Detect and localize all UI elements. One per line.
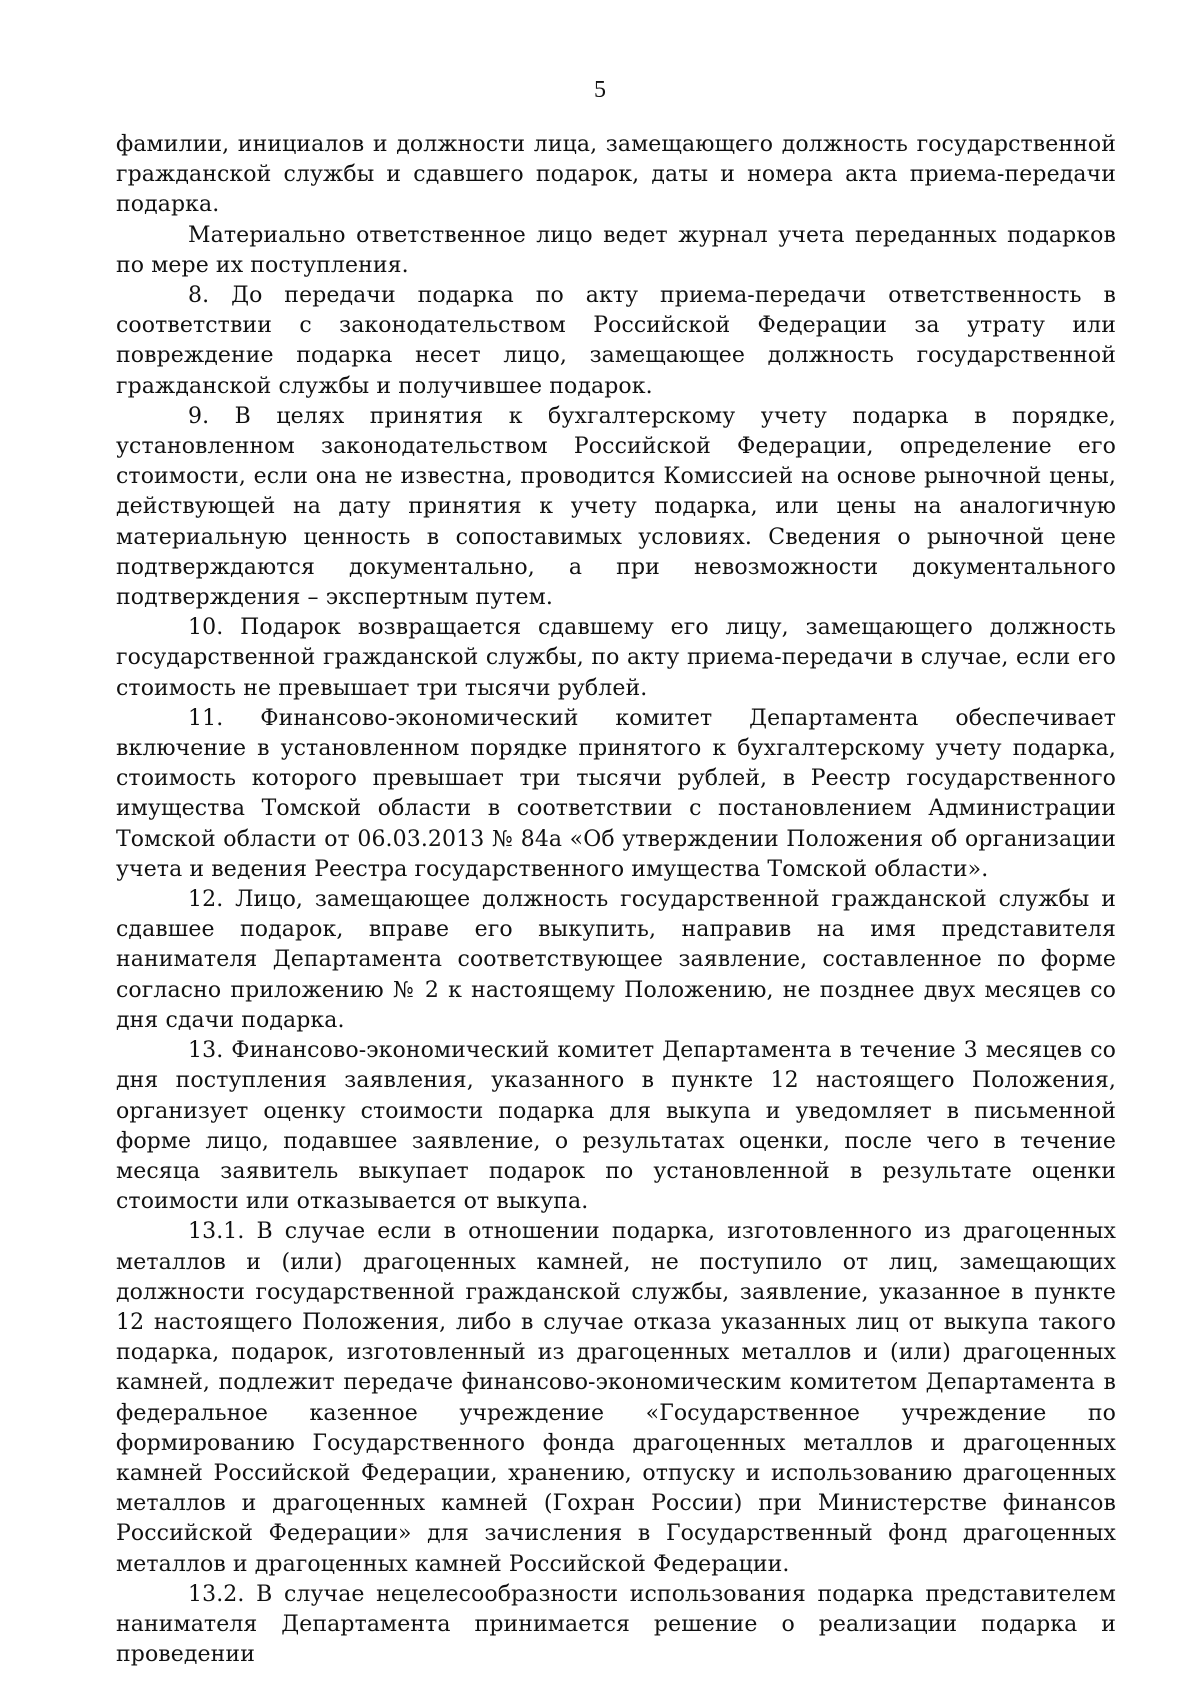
paragraph-7-journal: Материально ответственное лицо ведет журнал учета переданных подарков по мере их поступления. — [116, 222, 1116, 278]
paragraph-10: 10. Подарок возвращается сдавшему его лицу, замещающего должность государственной гражданской службы, по акту приема-передачи в случае, если его стоимость не превышает три тысячи рублей. — [116, 615, 1116, 701]
page-number: 5 — [594, 77, 606, 103]
paragraph-13: 13. Финансово-экономический комитет Департамента в течение 3 месяцев со дня поступления заявления, указанного в пункте 12 настоящего Положения, организует оценку стоимости подарка для выкупа и уведомляет в письменной форме лицо, подавшее заявление, о результатах оценки, после чего в течение месяца заявитель выкупает подарок по установленной в результате оценки стоимости или отказывается от выкупа. — [116, 1038, 1116, 1215]
document-body — [116, 130, 1116, 1670]
paragraph-continuation: фамилии, инициалов и должности лица, замещающего должность государственной гражданской службы и сдавшего подарок, даты и номера акта приема-передачи подарка. — [116, 132, 1116, 218]
paragraph-9: 9. В целях принятия к бухгалтерскому учету подарка в порядке, установленном законодательством Российской Федерации, определение его стоимости, если она не известна, проводится Комиссией на основе рыночной цены, действующей на дату принятия к учету подарка, или цены на аналогичную материальную ценность в сопоставимых условиях. Сведения о рыночной цене подтверждаются документально, а при невозможности документального подтверждения – экспертным путем. — [116, 403, 1116, 611]
paragraph-12: 12. Лицо, замещающее должность государственной гражданской службы и сдавшее подарок, вправе его выкупить, направив на имя представителя нанимателя Департамента соответствующее заявление, составленное по форме согласно приложению № 2 к настоящему Положению, не позднее двух месяцев со дня сдачи подарка. — [116, 887, 1116, 1033]
paragraph-13-1: 13.1. В случае если в отношении подарка, изготовленного из драгоценных металлов и (или) драгоценных камней, не поступило от лиц, замещающих должности государственной гражданской службы, заявление, указанное в пункте 12 настоящего Положения, либо в случае отказа указанных лиц от выкупа такого подарка, подарок, изготовленный из драгоценных металлов и (или) драгоценных камней, подлежит передаче финансово-экономическим комитетом Департамента в федеральное казенное учреждение «Государственное учреждение по формированию Государственного фонда драгоценных металлов и драгоценных камней Российской Федерации, хранению, отпуску и использованию драгоценных металлов и драгоценных камней (Гохран России) при Министерстве финансов Российской Федерации» для зачисления в Государственный фонд драгоценных металлов и драгоценных камней Российской Федерации. — [116, 1219, 1116, 1577]
paragraph-8: 8. До передачи подарка по акту приема-передачи ответственность в соответствии с законодательством Российской Федерации за утрату или повреждение подарка несет лицо, замещающее должность государственной гражданской службы и получившее подарок. — [116, 283, 1116, 399]
paragraph-11: 11. Финансово-экономический комитет Департамента обеспечивает включение в установленном порядке принятого к бухгалтерскому учету подарка, стоимость которого превышает три тысячи рублей, в Реестр государственного имущества Томской области в соответствии с постановлением Администрации Томской области от 06.03.2013 № 84а «Об утверждении Положения об организации учета и ведения Реестра государственного имущества Томской области». — [116, 705, 1116, 882]
paragraph-13-2: 13.2. В случае нецелесообразности использования подарка представителем нанимателя Департамента принимается решение о реализации подарка и проведении — [116, 1581, 1116, 1668]
